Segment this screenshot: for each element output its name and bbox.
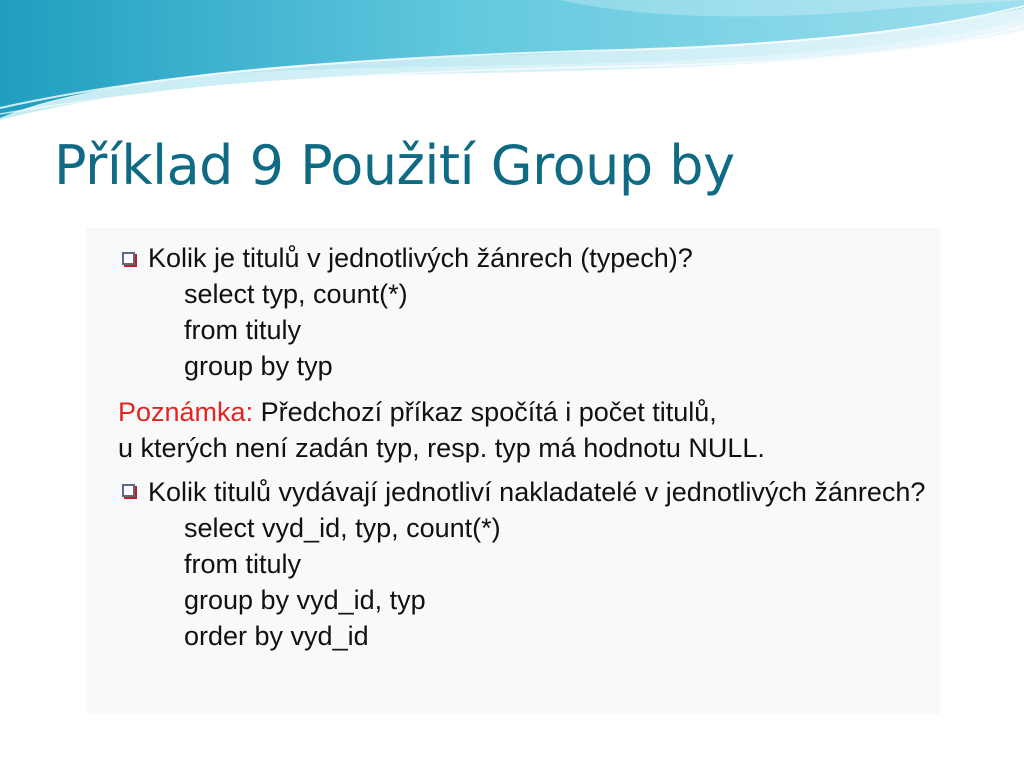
sql-line: group by typ [184, 351, 333, 381]
slide-content [118, 240, 928, 654]
header-wave-decoration [0, 0, 1024, 120]
sql-line: group by vyd_id, typ [184, 585, 426, 615]
sql-line: select typ, count(*) [184, 279, 408, 309]
sql-line: order by vyd_id [184, 621, 369, 651]
note-label: Poznámka: [118, 397, 254, 427]
question-1 [118, 240, 928, 276]
question-2 [118, 474, 928, 510]
question-1-text: Kolik je titulů v jednotlivých žánrech (typech)? [148, 243, 693, 273]
question-2-text: Kolik titulů vydávají jednotliví nakladatelé v jednotlivých žánrech? [148, 477, 926, 507]
sql-line: select vyd_id, typ, count(*) [184, 513, 501, 543]
checkbox-bullet-icon [122, 252, 135, 265]
sql-line: from tituly [184, 549, 302, 579]
checkbox-bullet-icon [122, 484, 135, 497]
note-line-2: u kterých není zadán typ, resp. typ má hodnotu NULL. [118, 433, 765, 463]
slide-title: Příklad 9 Použití Group by [54, 134, 735, 197]
sql-line: from tituly [184, 315, 302, 345]
note-text-1: Předchozí příkaz spočítá i počet titulů, [253, 397, 717, 427]
note-line-1 [118, 394, 928, 430]
